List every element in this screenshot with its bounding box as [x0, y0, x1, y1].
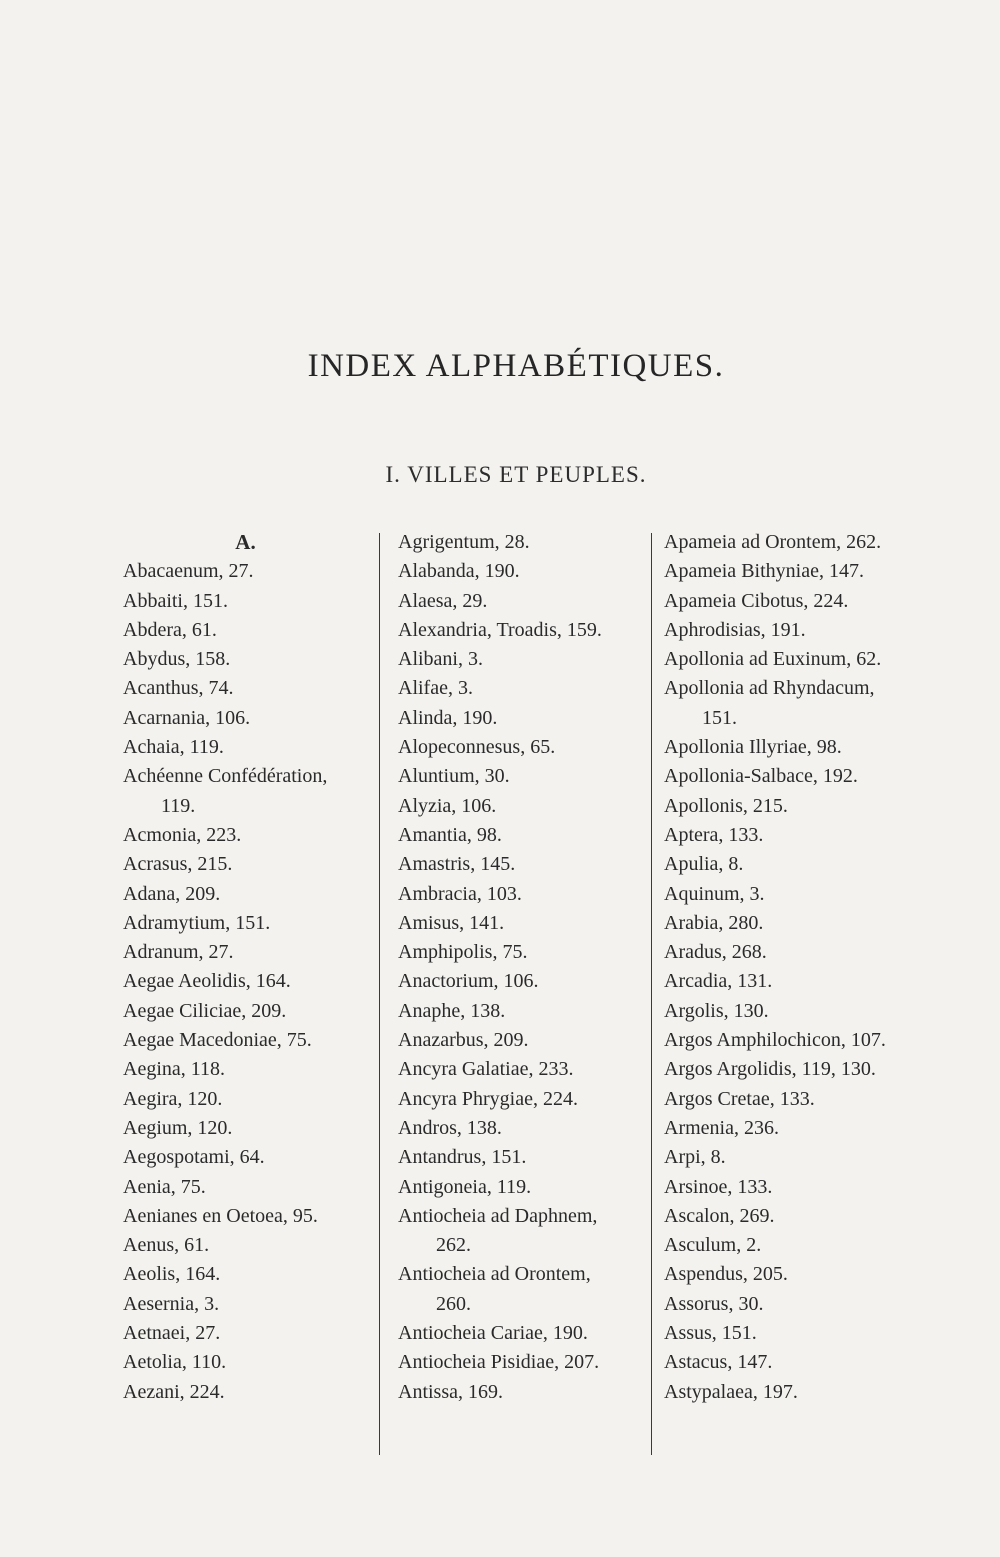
index-entry: Alinda, 190. — [398, 706, 498, 729]
index-entry: Aegina, 118. — [123, 1058, 226, 1081]
index-entry: Alopeconnesus, 65. — [398, 736, 556, 759]
index-entry: Ancyra Phrygiae, 224. — [398, 1087, 578, 1110]
index-entry: Alabanda, 190. — [398, 560, 520, 583]
index-entry: 151. — [702, 706, 737, 729]
index-entry: Apameia Bithyniae, 147. — [664, 560, 864, 583]
index-entry: Arpi, 8. — [664, 1146, 726, 1169]
index-entry: 260. — [436, 1292, 471, 1315]
index-entry: Abacaenum, 27. — [123, 560, 254, 583]
index-entry: Aegae Ciliciae, 209. — [123, 999, 287, 1022]
index-entry: Aezani, 224. — [123, 1380, 225, 1403]
index-entry: Apollonia ad Rhyndacum, — [664, 677, 875, 700]
index-entry: Anazarbus, 209. — [398, 1029, 529, 1052]
index-entry: Acarnania, 106. — [123, 706, 251, 729]
index-entry: Alyzia, 106. — [398, 794, 497, 817]
index-entry: Antiocheia Pisidiae, 207. — [398, 1351, 600, 1374]
index-entry: Aegae Aeolidis, 164. — [123, 970, 291, 993]
index-entry: Alexandria, Troadis, 159. — [398, 618, 602, 641]
index-entry: Acmonia, 223. — [123, 823, 242, 846]
index-entry: Acanthus, 74. — [123, 677, 234, 700]
index-entry: Aenianes en Oetoea, 95. — [123, 1204, 318, 1227]
index-entry: Aegae Macedoniae, 75. — [123, 1029, 312, 1052]
index-entry: Apollonia Illyriae, 98. — [664, 736, 842, 759]
index-entry: Achéenne Confédération, — [123, 765, 328, 788]
index-entry: Aradus, 268. — [664, 941, 767, 964]
index-entry: Antandrus, 151. — [398, 1146, 527, 1169]
index-entry: Apameia ad Orontem, 262. — [664, 531, 882, 553]
index-entry: Antigoneia, 119. — [398, 1175, 532, 1198]
index-entry: Aegospotami, 64. — [123, 1146, 265, 1169]
index-entry: Argos Amphilochicon, 107. — [664, 1029, 886, 1052]
index-entry: Amisus, 141. — [398, 911, 505, 934]
index-entry: Aeolis, 164. — [123, 1263, 221, 1286]
section-heading: I. VILLES ET PEUPLES. — [385, 462, 647, 487]
index-entry: Adranum, 27. — [123, 941, 234, 964]
index-entry: Aenia, 75. — [123, 1175, 206, 1198]
index-entry: Aquinum, 3. — [664, 882, 765, 905]
index-entry: Aesernia, 3. — [123, 1292, 220, 1315]
index-entry: Apollonia ad Euxinum, 62. — [664, 648, 882, 671]
index-entry: Assorus, 30. — [664, 1292, 764, 1315]
index-entry: 119. — [161, 794, 196, 817]
column-divider-2 — [651, 533, 652, 1455]
letter-heading: A. — [235, 530, 256, 554]
column-divider-1 — [379, 533, 380, 1455]
index-entry: Argos Argolidis, 119, 130. — [664, 1058, 876, 1081]
index-entry: Assus, 151. — [664, 1322, 757, 1345]
index-entry: Adana, 209. — [123, 882, 221, 905]
index-entry: Ambracia, 103. — [398, 882, 522, 905]
index-entry: Armenia, 236. — [664, 1116, 779, 1139]
index-entry: Arsinoe, 133. — [664, 1175, 773, 1198]
index-column-3 — [664, 528, 914, 1407]
index-entry: Apulia, 8. — [664, 853, 744, 876]
index-entry: Arabia, 280. — [664, 911, 764, 934]
index-entry: Apameia Cibotus, 224. — [664, 589, 849, 612]
index-entry: Acrasus, 215. — [123, 853, 233, 876]
index-entry: Asculum, 2. — [664, 1234, 762, 1257]
index-entry: Adramytium, 151. — [123, 911, 271, 934]
index-entry: Antiocheia ad Orontem, — [398, 1263, 591, 1286]
index-entry: Abbaiti, 151. — [123, 589, 228, 612]
index-entry: Andros, 138. — [398, 1116, 502, 1139]
index-entry: Aphrodisias, 191. — [664, 618, 806, 641]
index-entry: Abdera, 61. — [123, 618, 217, 641]
index-entry: Achaia, 119. — [123, 736, 224, 759]
index-entry: Alifae, 3. — [398, 677, 473, 700]
index-entry: Argos Cretae, 133. — [664, 1087, 815, 1110]
index-entry: Astypalaea, 197. — [664, 1380, 798, 1403]
index-entry: Ancyra Galatiae, 233. — [398, 1058, 574, 1081]
index-entry: Antissa, 169. — [398, 1380, 503, 1403]
index-entry: Amphipolis, 75. — [398, 941, 528, 964]
page-title: INDEX ALPHABÉTIQUES. — [307, 348, 725, 384]
index-entry: Antiocheia Cariae, 190. — [398, 1322, 588, 1345]
index-entry: Apollonis, 215. — [664, 794, 788, 817]
index-entry: Arcadia, 131. — [664, 970, 773, 993]
index-entry: Amastris, 145. — [398, 853, 516, 876]
index-entry: Aspendus, 205. — [664, 1263, 788, 1286]
index-entry: 262. — [436, 1234, 471, 1257]
index-entry: Abydus, 158. — [123, 648, 231, 671]
index-column-1 — [123, 528, 378, 1407]
index-entry: Aptera, 133. — [664, 823, 764, 846]
index-column-2 — [398, 528, 648, 1407]
index-entry: Aegium, 120. — [123, 1116, 233, 1139]
index-entry: Anactorium, 106. — [398, 970, 539, 993]
index-entry: Alaesa, 29. — [398, 589, 488, 612]
index-entry: Amantia, 98. — [398, 823, 502, 846]
index-entry: Aetolia, 110. — [123, 1351, 227, 1374]
index-entry: Aenus, 61. — [123, 1234, 210, 1257]
index-entry: Agrigentum, 28. — [398, 531, 530, 553]
index-entry: Aetnaei, 27. — [123, 1322, 221, 1345]
index-entry: Argolis, 130. — [664, 999, 769, 1022]
index-entry: Astacus, 147. — [664, 1351, 773, 1374]
index-entry: Apollonia-Salbace, 192. — [664, 765, 858, 788]
index-entry: Ascalon, 269. — [664, 1204, 775, 1227]
index-entry: Aluntium, 30. — [398, 765, 510, 788]
index-entry: Antiocheia ad Daphnem, — [398, 1204, 598, 1227]
index-entry: Alibani, 3. — [398, 648, 483, 671]
index-entry: Anaphe, 138. — [398, 999, 506, 1022]
index-entry: Aegira, 120. — [123, 1087, 223, 1110]
